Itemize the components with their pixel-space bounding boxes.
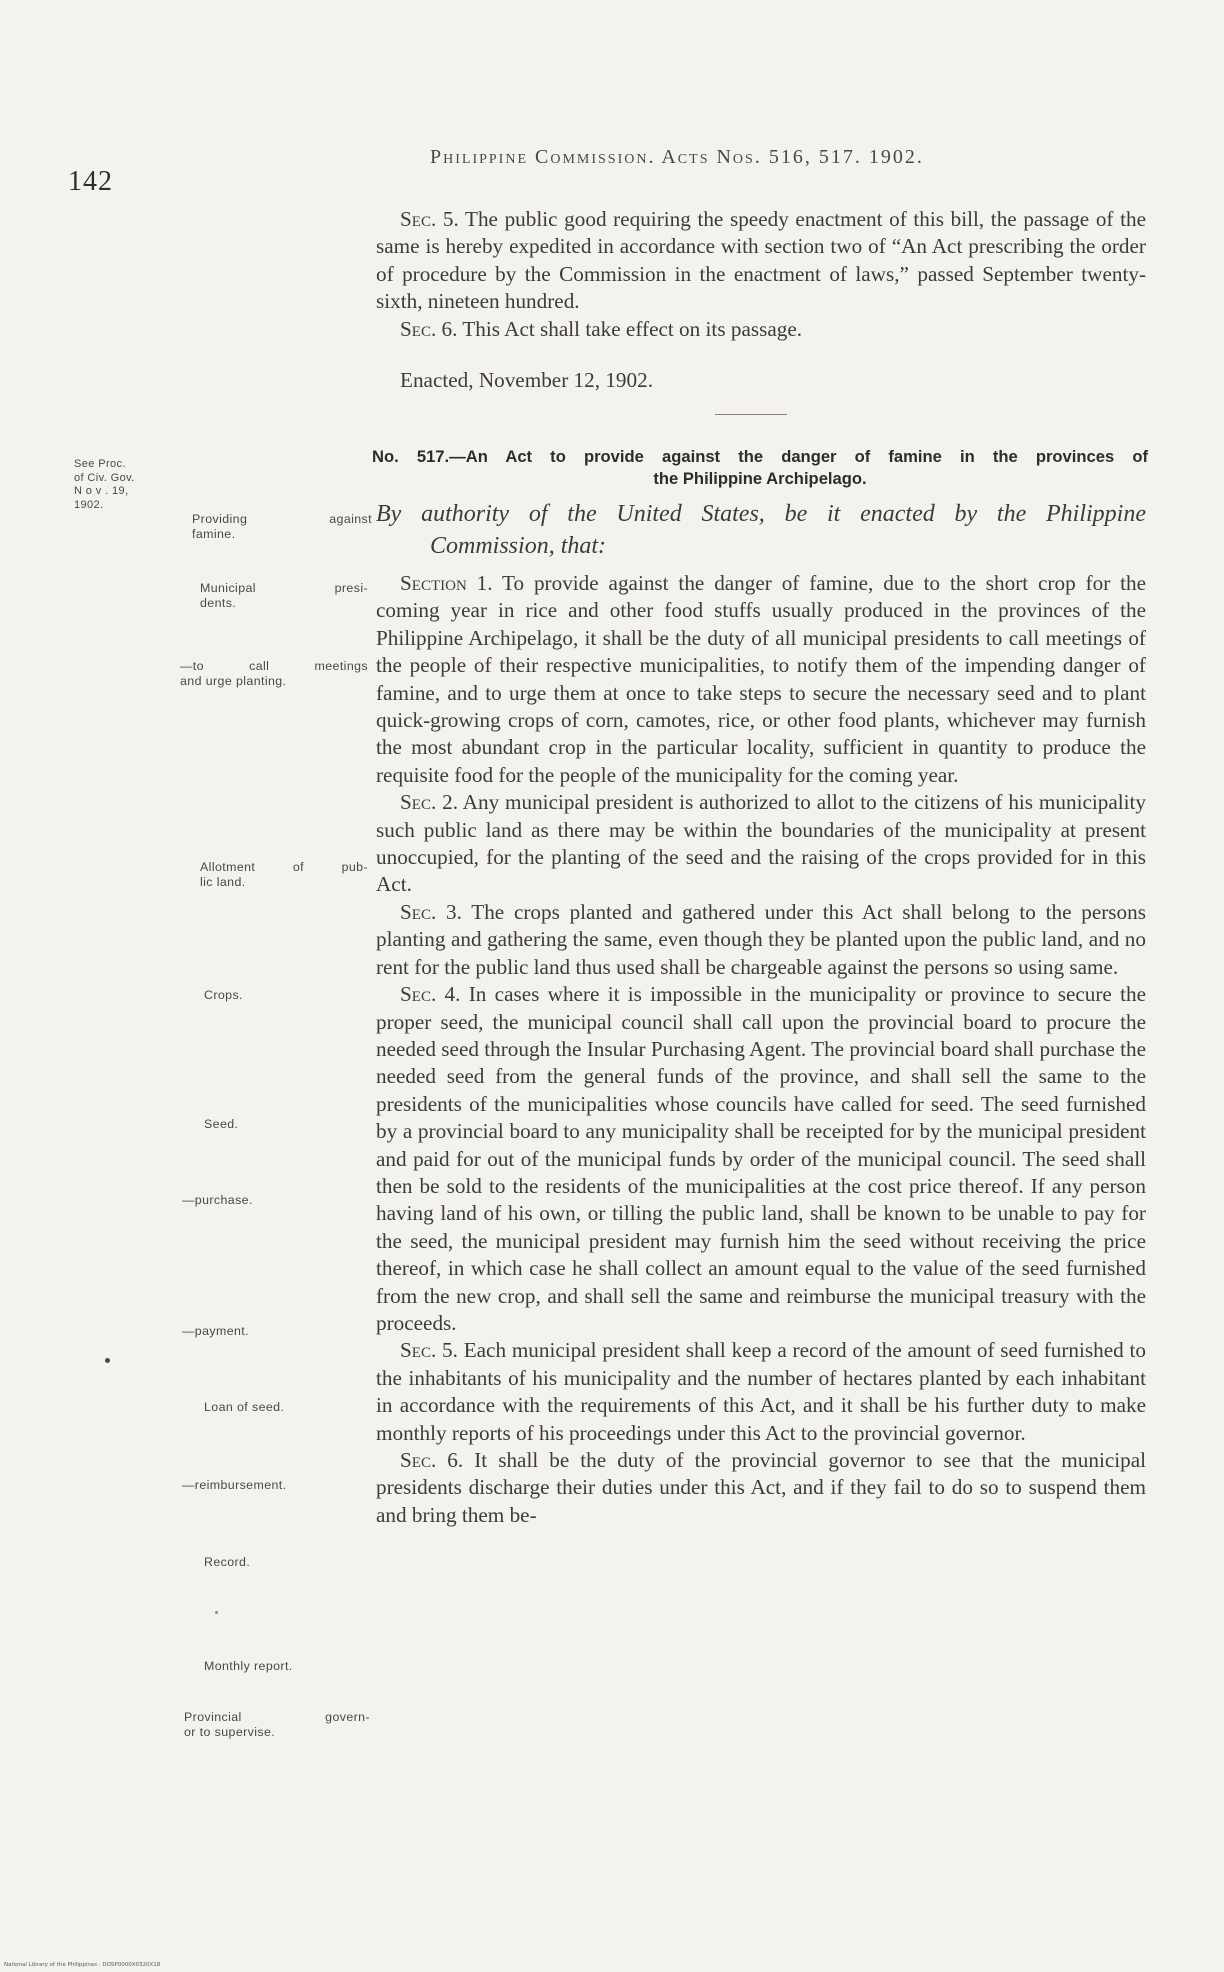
- margin-note-reimbursement: —reimbursement.: [182, 1478, 287, 1492]
- section-text: In cases where it is impossible in the municipality or province to secure the proper seed, the municipal council shall call upon the provincial board to procure the needed seed through the Insular Purchasing Agent. The provincial board shall purchase the needed seed from the general funds of the province, and shall sell the same to the presidents of the municipalities whose councils have called for seed. The seed furnished by a provincial board to any municipality shall be receipted for by the municipal president and paid for out of the municipal funds by order of the municipal council. The seed shall then be sold to the residents of the municipalities at the cost price thereof. If any person having land of his own, or tilling the public land, shall be known to be unable to pay for the seed, the municipal president may furnish him the seed without receiving the price thereof, in which case he shall collect an amount equal to the value of the seed furnished from the new crop, and shall sell the same and reimburse the municipal treasury with the proceeds.: [376, 982, 1147, 1335]
- margin-line: Provincial govern-: [184, 1710, 370, 1724]
- section-mark: Sec. 5.: [400, 1338, 458, 1363]
- scan-footer: National Library of the Philippines · DOSP0000X0320X18: [4, 1962, 161, 1968]
- margin-note-loan-of-seed: Loan of seed.: [204, 1400, 285, 1414]
- act-517-section-4: [376, 981, 1146, 1337]
- margin-line: N o v . 19,: [74, 485, 129, 498]
- section-text: The crops planted and gathered under this Act shall belong to the persons planting and gathering the same, even though they be planted upon the public land, and no rent for the public land thus used shall be chargeable against the persons so using same.: [376, 899, 1146, 979]
- section-mark: Sec. 2.: [400, 790, 458, 815]
- act-517-section-3: [376, 899, 1146, 981]
- margin-line: lic land.: [200, 875, 246, 889]
- enacting-clause: [376, 498, 1146, 562]
- margin-line: Municipal presi-: [200, 581, 368, 595]
- enacted-date: Enacted, November 12, 1902.: [400, 368, 653, 392]
- act-517-title: [372, 446, 1148, 490]
- section-mark: Sec. 3.: [400, 899, 462, 924]
- section-text: It shall be the duty of the provincial governor to see that the municipal presidents discharge their duties under this Act, and if they fail to do so to suspend them and bring them be-: [376, 1448, 1147, 1527]
- section-text: The public good requiring the speedy enactment of this bill, the passage of the same is hereby expedited in accordance with section two of “An Act prescribing the order of procedure by the Commission in the enactment of laws,” passed September twenty-sixth, nineteen hundred.: [376, 207, 1146, 314]
- section-divider: [715, 414, 787, 415]
- margin-note-seed: Seed.: [204, 1117, 239, 1131]
- margin-line: —to call meetings: [180, 659, 368, 673]
- section-text: To provide against the danger of famine, due to the short crop for the coming year in rice and other food stuffs usually produced in the provinces of the Philippine Archipelago, it shall be the duty of all municipal presidents to call meetings of the people of their respective municipalities, to notify them of the impending danger of famine, and to urge them at once to take steps to secure the necessary seed and to plant quick-growing crops of corn, camotes, rice, or other food plants, whichever may furnish the most abundant crop in the particular locality, sufficient in quantity to produce the requisite food for the people of the municipality for the coming year.: [376, 571, 1146, 787]
- section-text: This Act shall take effect on its passage.: [457, 316, 803, 341]
- act-517-section-5: [376, 1337, 1146, 1447]
- section-mark: Sec. 6.: [400, 1448, 464, 1472]
- ink-speck: [215, 1611, 218, 1614]
- act-517-section-1: [376, 570, 1146, 789]
- act-title-line-1: No. 517.—An Act to provide against the danger of famine in the provinces of: [372, 447, 1148, 466]
- margin-line: of Civ. Gov.: [74, 471, 135, 484]
- act-516-section-6: [376, 316, 1146, 343]
- act-517-section-6: [376, 1447, 1146, 1529]
- section-mark: Sec. 5.: [400, 207, 459, 231]
- section-text: Each municipal president shall keep a record of the amount of seed furnished to the inhabitants of his municipality and the number of hectares planted by each inhabitant in accordance with the requirements of this Act, and it shall be his further duty to make monthly reports of his proceedings under this Act to the provincial governor.: [376, 1338, 1146, 1445]
- margin-note-call-meetings: [180, 659, 368, 689]
- margin-note-payment: —payment.: [182, 1324, 249, 1338]
- margin-line: Allotment of pub-: [200, 860, 368, 874]
- margin-note-record: Record.: [204, 1555, 251, 1569]
- margin-note-providing-against-famine: [192, 512, 372, 542]
- margin-line: or to supervise.: [184, 1725, 276, 1739]
- act-517-section-2: [376, 789, 1146, 899]
- running-head: Philippine Commission. Acts Nos. 516, 517. 1902.: [430, 146, 924, 168]
- margin-note-monthly-report: Monthly report.: [204, 1659, 293, 1673]
- margin-line: 1902.: [74, 498, 104, 511]
- act-title-line-2: the Philippine Archipelago.: [653, 469, 867, 488]
- margin-note-crops: Crops.: [204, 988, 243, 1002]
- margin-line: and urge planting.: [180, 674, 287, 688]
- margin-line: Providing against: [192, 512, 372, 526]
- section-mark: Sec. 6.: [400, 316, 458, 341]
- enacting-line-1: By authority of the United States, be it enacted by the Philippine: [376, 501, 1146, 527]
- enacting-line-2: Commission, that:: [430, 533, 607, 559]
- section-text: Any municipal president is authorized to allot to the citizens of his municipality such public land as there may be within the boundaries of the municipality at present unoccupied, for the planting of the seed and the raising of the crops provided for in this Act.: [376, 790, 1146, 897]
- margin-note-purchase: —purchase.: [182, 1193, 253, 1207]
- margin-note-allotment-public-land: [200, 860, 368, 890]
- margin-note-see-proclamation: [74, 458, 184, 512]
- margin-line: dents.: [200, 596, 237, 610]
- margin-note-municipal-presidents: [200, 581, 368, 611]
- margin-line: famine.: [192, 527, 236, 541]
- act-516-section-5: [376, 206, 1146, 316]
- ink-speck: [105, 1358, 110, 1363]
- section-mark: Sec. 4.: [400, 982, 461, 1007]
- margin-note-provincial-governor: [184, 1710, 370, 1740]
- page-number: 142: [68, 166, 113, 197]
- act-517-body: [376, 570, 1146, 1529]
- act-516-tail: [376, 206, 1146, 343]
- margin-line: See Proc.: [74, 458, 126, 470]
- section-mark: Section 1.: [400, 571, 493, 595]
